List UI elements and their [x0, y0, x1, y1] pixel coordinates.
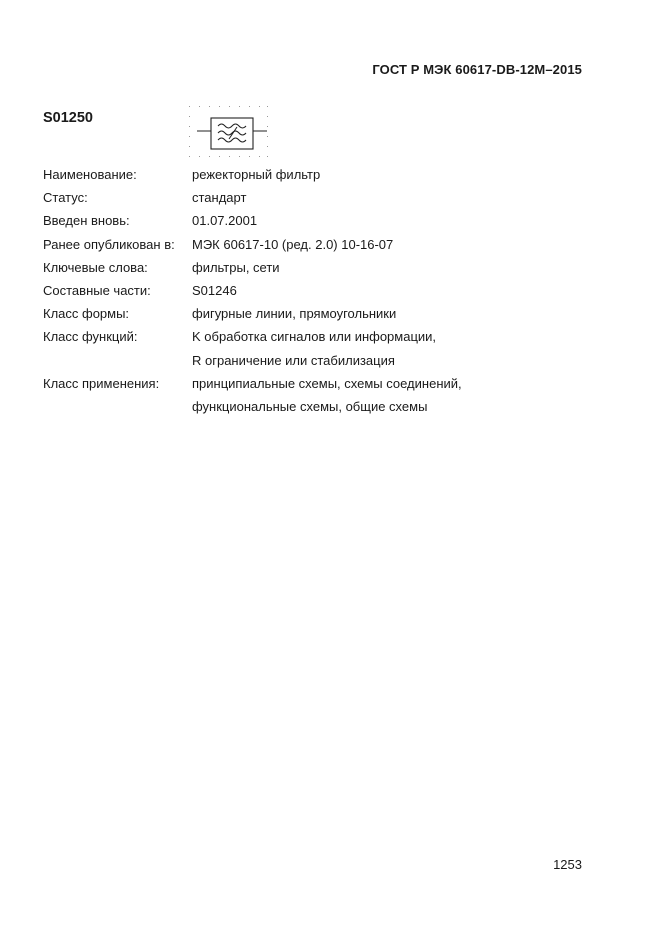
band-stop-filter-symbol	[189, 103, 269, 163]
property-row-introduced	[43, 209, 462, 232]
property-row-status	[43, 186, 462, 209]
property-label: Статус:	[43, 190, 88, 206]
property-label: Класс функций:	[43, 329, 138, 345]
property-row-keywords	[43, 256, 462, 279]
document-header: ГОСТ Р МЭК 60617-DB-12M–2015	[372, 62, 582, 77]
property-row-name	[43, 163, 462, 186]
property-value: МЭК 60617-10 (ред. 2.0) 10-16-07	[192, 236, 394, 252]
property-value: функциональные схемы, общие схемы	[192, 399, 428, 415]
property-label: Класс формы:	[43, 306, 130, 322]
page-number: 1253	[553, 857, 582, 872]
property-label: Ранее опубликован в:	[43, 236, 175, 252]
symbol-code: S01250	[43, 110, 93, 126]
property-row-function-class	[43, 325, 462, 371]
property-row-shape-class	[43, 302, 462, 325]
property-value: K обработка сигналов или информации,	[192, 329, 437, 345]
property-value: 01.07.2001	[192, 213, 258, 229]
property-value: принципиальные схемы, схемы соединений,	[192, 375, 462, 391]
property-value: R ограничение или стабилизация	[192, 352, 395, 368]
property-value: S01246	[192, 283, 237, 299]
property-label: Составные части:	[43, 283, 151, 299]
property-label: Наименование:	[43, 167, 137, 182]
property-value: стандарт	[192, 190, 247, 206]
property-label: Введен вновь:	[43, 213, 130, 229]
property-row-application-class	[43, 372, 462, 418]
property-label: Ключевые слова:	[43, 259, 148, 275]
property-row-components	[43, 279, 462, 302]
property-label: Класс применения:	[43, 375, 160, 391]
property-value: режекторный фильтр	[192, 167, 321, 182]
properties-list	[43, 163, 462, 418]
property-value: фильтры, сети	[192, 259, 280, 275]
property-value: фигурные линии, прямоугольники	[192, 306, 397, 322]
property-row-published	[43, 233, 462, 256]
